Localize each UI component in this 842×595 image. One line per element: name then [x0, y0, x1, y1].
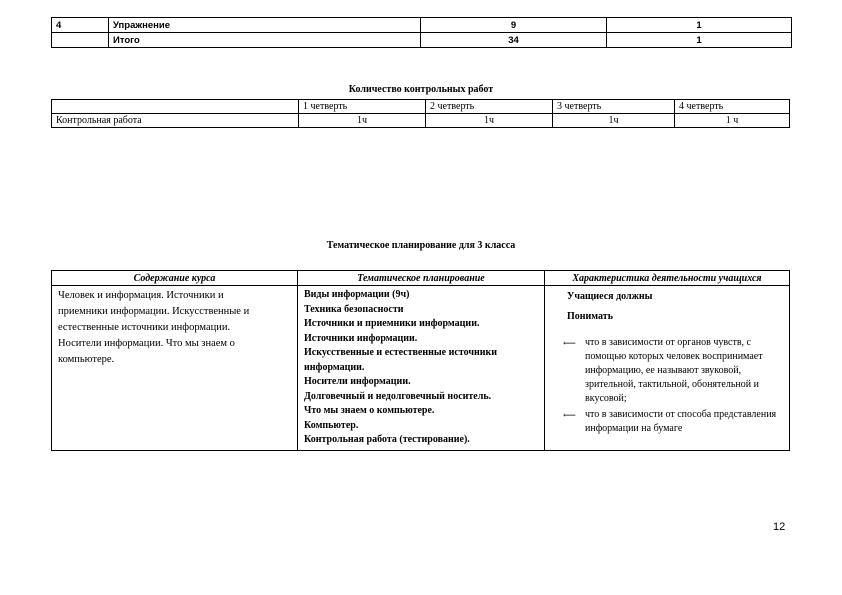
row-hours: 34	[421, 33, 607, 48]
thematic-title: Тематическое планирование для 3 класса	[326, 240, 516, 251]
bullet-text: что в зависимости от органов чувств, с помощью которых человек воспринимает информацию, ее называют звуковой, зрительной, тактильной, обонятельной и вкусовой;	[585, 337, 763, 404]
activity-cell	[545, 286, 790, 451]
row-number	[52, 33, 109, 48]
quarter-value: 1ч	[299, 114, 426, 128]
planning-line: Контрольная работа (тестирование).	[304, 434, 470, 445]
activity-intro: Учащиеся должны	[567, 291, 653, 302]
planning-line: Искусственные и естественные источники	[304, 347, 498, 358]
content-line: приемники информации. Искусственные и	[58, 306, 250, 317]
planning-line: Компьютер.	[304, 419, 359, 431]
row-name: Упражнение	[109, 18, 421, 33]
row-control: 1	[607, 33, 792, 48]
row-name: Итого	[109, 33, 421, 48]
planning-line: Техника безопасности	[304, 303, 404, 315]
content-line: Человек и информация. Источники и	[58, 290, 224, 301]
header-cell: Характеристика деятельности учащихся	[545, 271, 790, 286]
quarter-value: 1 ч	[675, 114, 790, 128]
quarter-value: 1ч	[426, 114, 553, 128]
header-cell: 4 четверть	[675, 100, 790, 114]
header-cell: 2 четверть	[426, 100, 553, 114]
table-row	[52, 114, 790, 128]
table-row	[52, 286, 790, 451]
table-header-row	[52, 271, 790, 286]
control-works-title: Количество контрольных работ	[348, 84, 494, 95]
hours-table	[51, 17, 792, 48]
table-row	[52, 18, 792, 33]
activity-bullet	[563, 336, 785, 406]
activity-bullet	[563, 408, 785, 436]
content-line: естественные источники информации.	[58, 322, 231, 333]
planning-line: Долговечный и недолговечный носитель.	[304, 390, 492, 402]
planning-line: Источники информации.	[304, 332, 418, 344]
content-line: Носители информации. Что мы знаем о	[58, 338, 235, 349]
table-row	[52, 33, 792, 48]
planning-line: Что мы знаем о компьютере.	[304, 405, 435, 416]
arrow-bullet-icon: ⟵	[563, 410, 576, 420]
row-number: 4	[52, 18, 109, 33]
row-control: 1	[607, 18, 792, 33]
content-line: компьютере.	[58, 354, 115, 365]
activity-verb: Понимать	[567, 311, 613, 322]
quarter-value: 1ч	[553, 114, 675, 128]
table-header-row	[52, 100, 790, 114]
header-cell: Содержание курса	[52, 271, 298, 286]
row-hours: 9	[421, 18, 607, 33]
content-cell	[52, 286, 298, 451]
header-cell	[52, 100, 299, 114]
header-cell: 3 четверть	[553, 100, 675, 114]
planning-line: Источники и приемники информации.	[304, 318, 480, 329]
arrow-bullet-icon: ⟵	[563, 338, 576, 348]
thematic-table	[51, 270, 790, 451]
page-number: 12	[773, 521, 786, 533]
planning-line: Носители информации.	[304, 376, 411, 387]
bullet-text: что в зависимости от способа представления информации на бумаге	[585, 409, 777, 434]
header-cell: 1 четверть	[299, 100, 426, 114]
row-label: Контрольная работа	[52, 114, 299, 128]
control-works-table	[51, 99, 790, 128]
planning-heading: Виды информации (9ч)	[304, 289, 410, 300]
planning-line: информации.	[304, 361, 365, 373]
planning-cell	[298, 286, 545, 451]
header-cell: Тематическое планирование	[298, 271, 545, 286]
